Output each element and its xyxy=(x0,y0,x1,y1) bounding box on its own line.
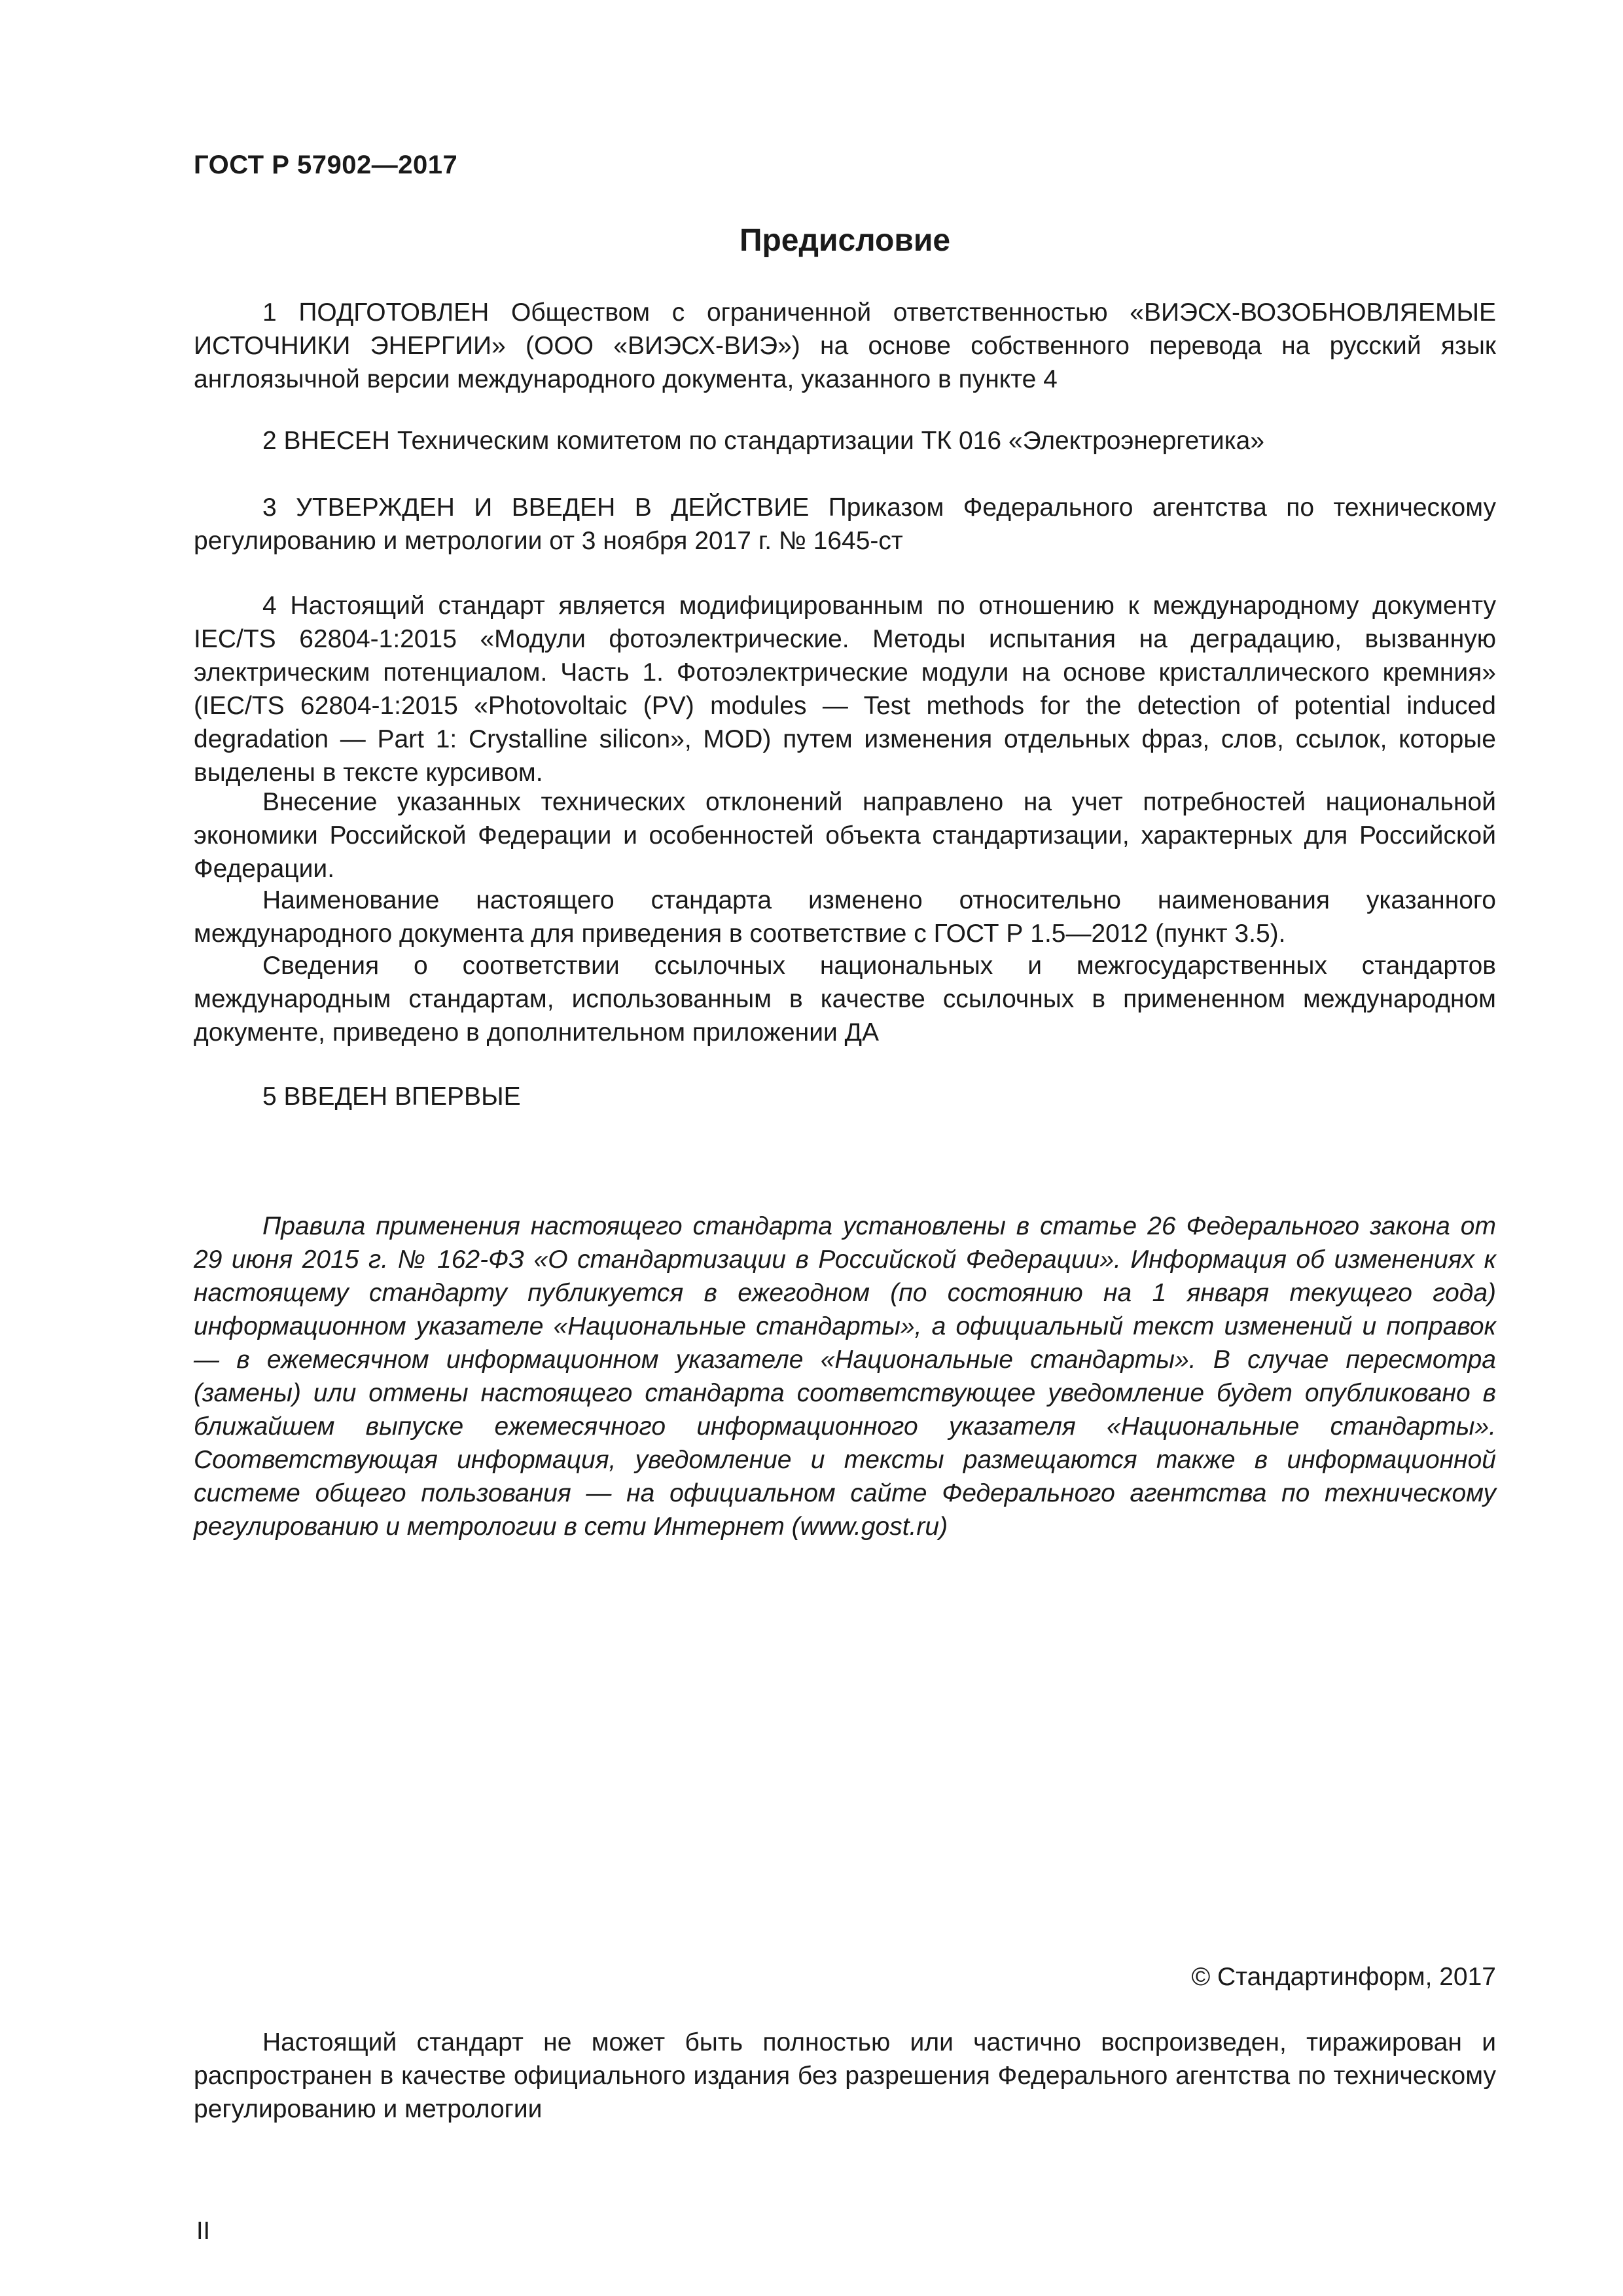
preface-item-1: 1 ПОДГОТОВЛЕН Обществом с ограниченной ответственностью «ВИЭСХ-ВОЗОБНОВЛЯЕМЫЕ ИСТОЧНИКИ ЭНЕРГИИ» (ООО «ВИЭСХ-ВИЭ») на основе собственного перевода на русский язык англоязычной версии международного документа, указанного в пункте 4 xyxy=(194,298,1496,393)
preface-title: Предисловие xyxy=(739,223,951,258)
application-rules-notice: Правила применения настоящего стандарта установлены в статье 26 Федерального закона от 29 июня 2015 г. № 162-ФЗ «О стандартизации в Российской Федерации». Информация об изменениях к настоящему стандарту публикуется в ежегодном (по состоянию на 1 января текущего года) информационном указателе «Национальные стандарты», а официальный текст изменений и поправок — в ежемесячном информационном указателе «Национальные стандарты». В случае пересмотра (замены) или отмены настоящего стандарта соответствующее уведомление будет опубликовано в ближайшем выпуске ежемесячного информационного указателя «Национальные стандарты». Соответствующая информация, уведомление и тексты размещаются также в информационной системе общего пользования — на официальном сайте Федерального агентства по техническому регулированию и метрологии в сети Интернет (www.gost.ru) xyxy=(194,1212,1496,1541)
preface-item-2: 2 ВНЕСЕН Техническим комитетом по стандартизации ТК 016 «Электроэнергетика» xyxy=(262,427,1265,455)
page-number: II xyxy=(196,2217,211,2245)
copyright: © Стандартинформ, 2017 xyxy=(1191,1963,1496,1991)
preface-item-5: 5 ВВЕДЕН ВПЕРВЫЕ xyxy=(262,1083,521,1111)
preface-item-4-deviations: Внесение указанных технических отклонений направлено на учет потребностей национальной экономики Российской Федерации и особенностей объекта стандартизации, характерных для Российской Федерации. xyxy=(194,788,1496,883)
preface-item-4-title-change: Наименование настоящего стандарта изменено относительно наименования указанного международного документа для приведения в соответствие с ГОСТ Р 1.5—2012 (пункт 3.5). xyxy=(194,886,1496,948)
reproduction-notice: Настоящий стандарт не может быть полностью или частично воспроизведен, тиражирован и распространен в качестве официального издания без разрешения Федерального агентства по техническому регулированию и метрологии xyxy=(194,2028,1496,2123)
preface-item-3: 3 УТВЕРЖДЕН И ВВЕДЕН В ДЕЙСТВИЕ Приказом Федерального агентства по техническому регулированию и метрологии от 3 ноября 2017 г. № 1645-ст xyxy=(194,493,1496,555)
preface-item-4-references: Сведения о соответствии ссылочных национальных и межгосударственных стандартов международным стандартам, использованным в качестве ссылочных в примененном международном документе, приведено в дополнительном приложении ДА xyxy=(194,952,1496,1047)
preface-item-4: 4 Настоящий стандарт является модифицированным по отношению к международному документу IEC/TS 62804-1:2015 «Модули фотоэлектрические. Методы испытания на деградацию, вызванную электрическим потенциалом. Часть 1. Фотоэлектрические модули на основе кристаллического кремния» (IEC/TS 62804-1:2015 «Photovoltaic (PV) modules — Test methods for the detection of potential induced degradation — Part 1: Crystalline silicon», MOD) путем изменения отдельных фраз, слов, ссылок, которые выделены в тексте курсивом. xyxy=(194,592,1496,787)
document-code: ГОСТ Р 57902—2017 xyxy=(194,151,458,179)
